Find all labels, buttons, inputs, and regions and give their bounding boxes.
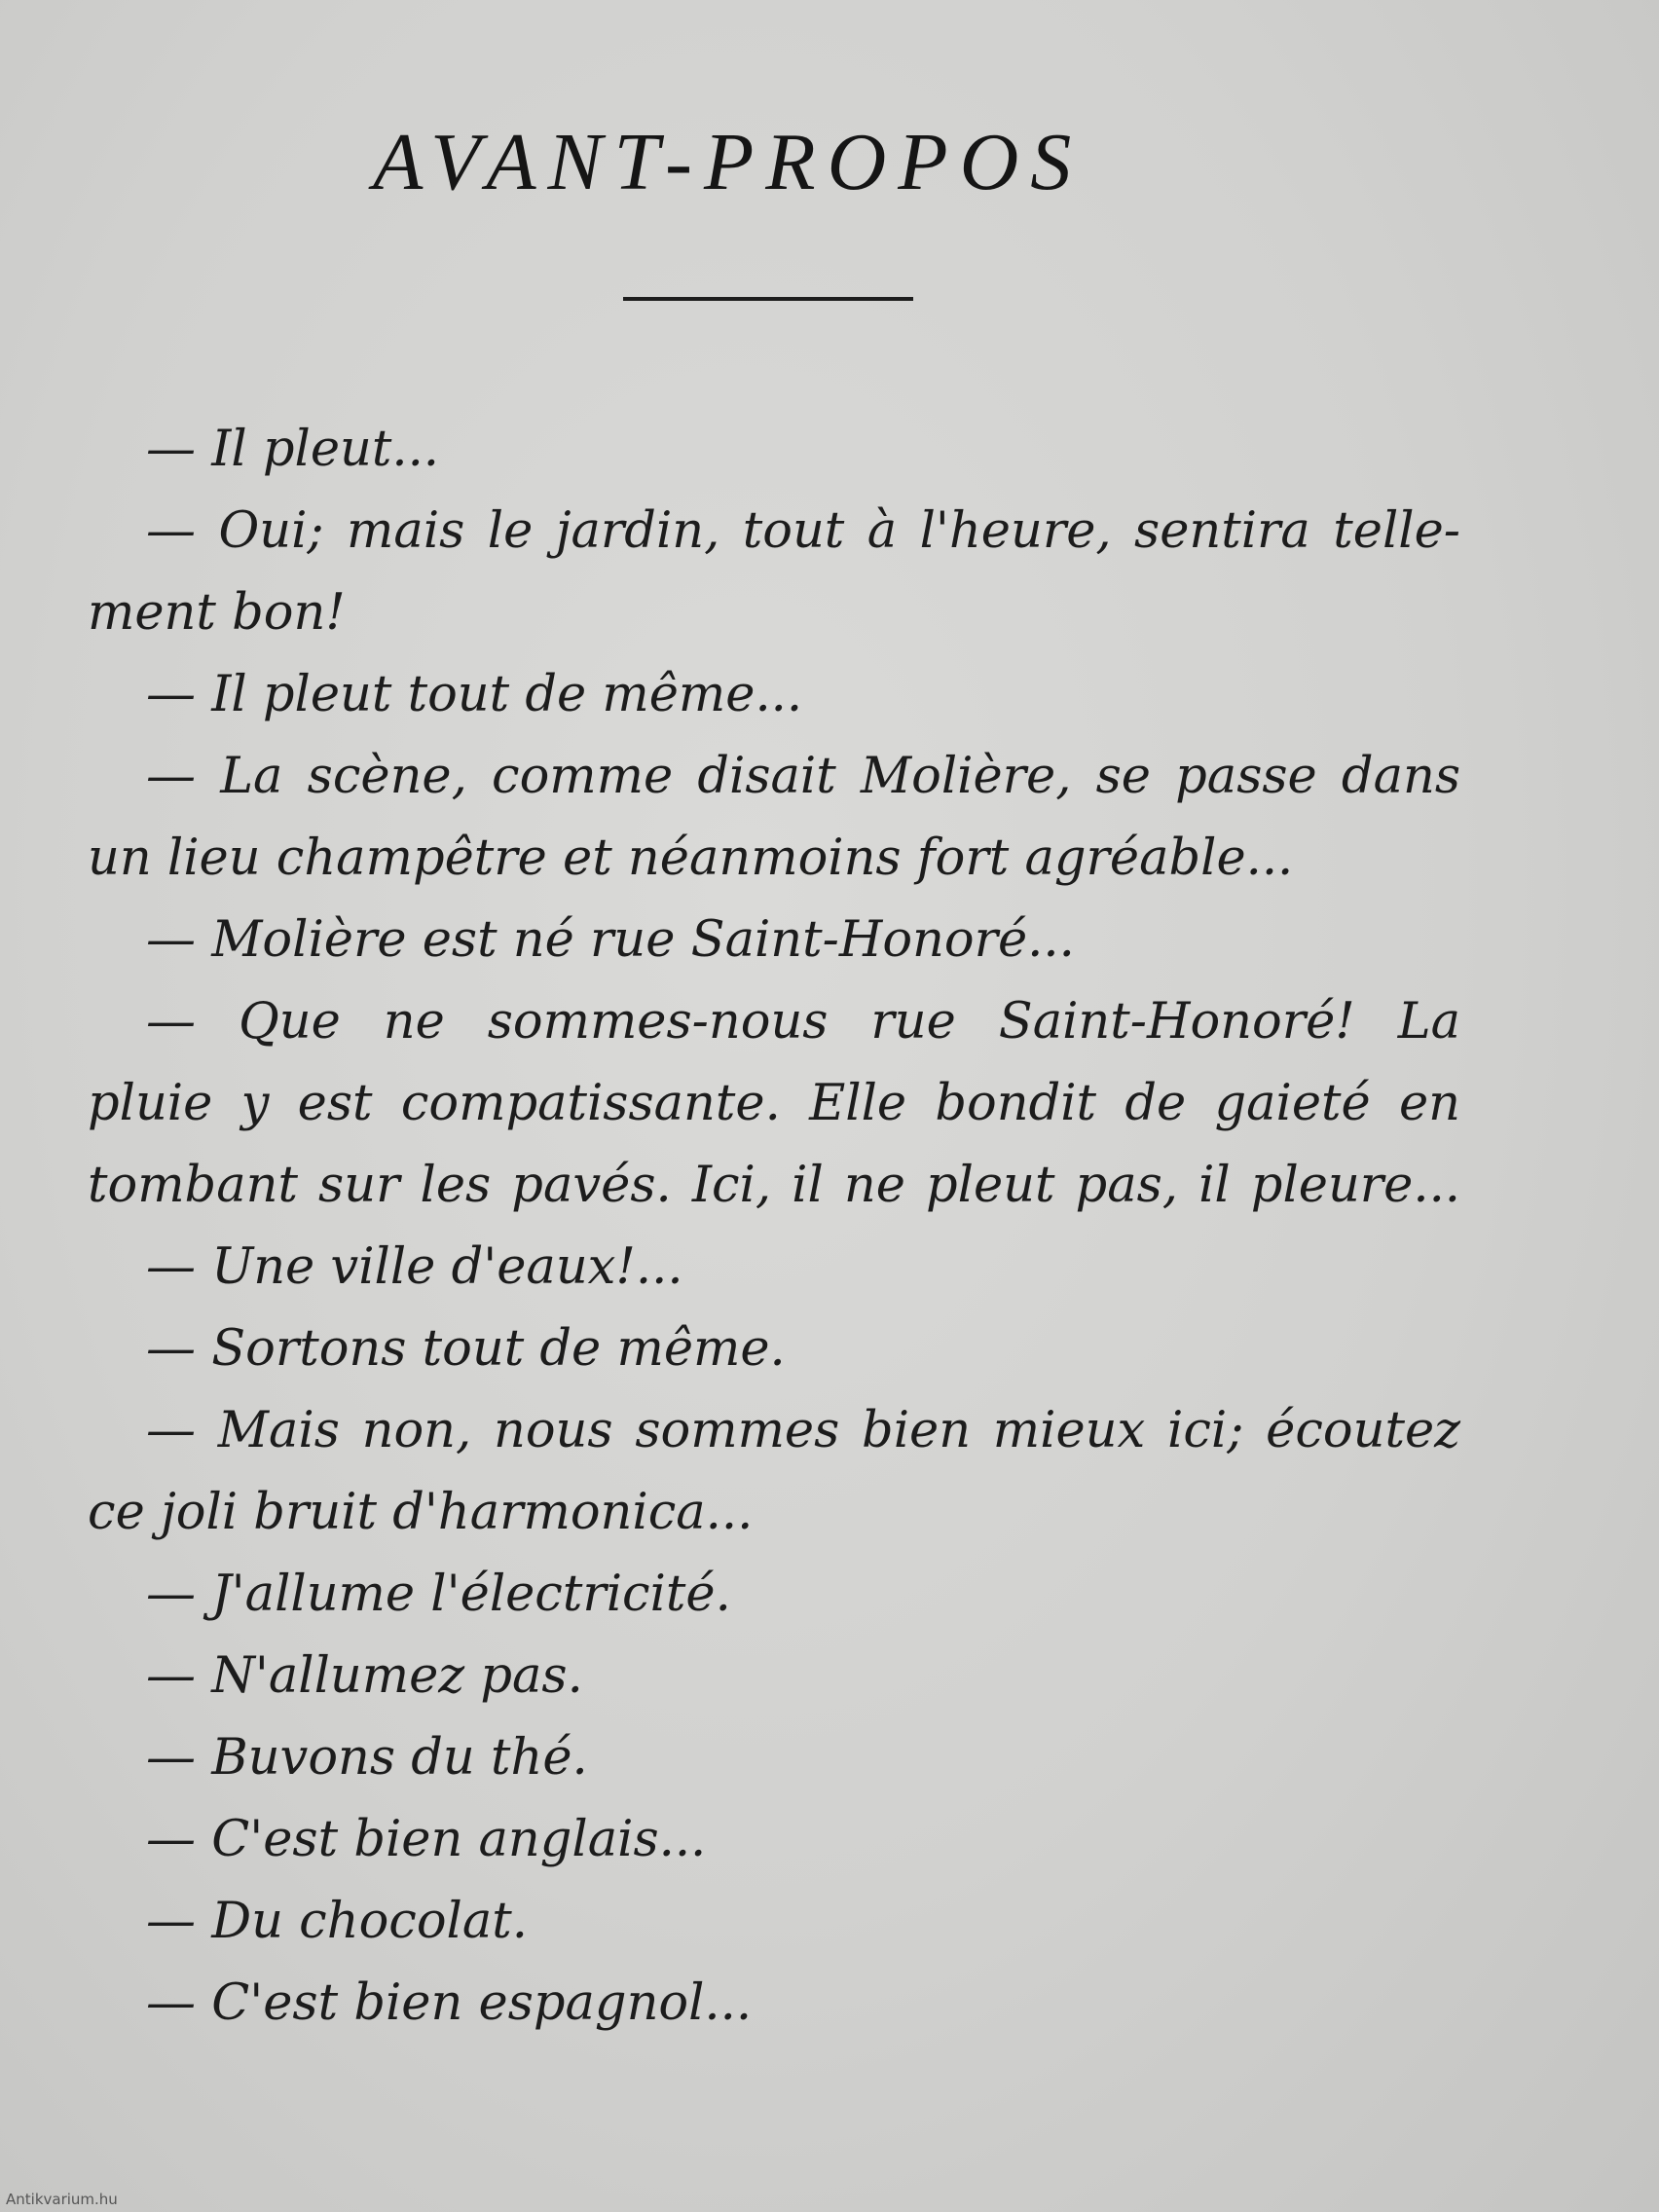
text-line: — Sortons tout de même.	[146, 1320, 786, 1378]
text-line: — C'est bien anglais...	[146, 1811, 707, 1868]
text-line: — Il pleut...	[146, 421, 439, 478]
text-line: — C'est bien espagnol...	[146, 1974, 753, 2032]
text-line: pluie y est compatissante. Elle bondit de gaieté en	[88, 1075, 1460, 1132]
watermark: Antikvarium.hu	[6, 2191, 118, 2208]
text-line: — La scène, comme disait Molière, se passe dans	[146, 748, 1460, 805]
title-rule	[623, 297, 913, 301]
text-line: ce joli bruit d'harmonica...	[88, 1484, 754, 1541]
text-line: un lieu champêtre et néanmoins fort agréable...	[88, 830, 1294, 887]
text-line: — Que ne sommes-nous rue Saint-Honoré! La	[146, 993, 1460, 1051]
text-line: — Il pleut tout de même...	[146, 666, 803, 723]
text-line: — Buvons du thé.	[146, 1729, 588, 1787]
text-line: ment bon!	[88, 584, 346, 642]
text-line: — Mais non, nous sommes bien mieux ici; écoutez	[146, 1402, 1460, 1459]
text-line: — Du chocolat.	[146, 1893, 528, 1950]
page-title: AVANT-PROPOS	[373, 117, 1084, 207]
text-line: — Molière est né rue Saint-Honoré...	[146, 911, 1075, 969]
text-line: tombant sur les pavés. Ici, il ne pleut pas, il pleure...	[88, 1157, 1460, 1214]
text-line: — Oui; mais le jardin, tout à l'heure, sentira telle-	[146, 502, 1460, 560]
text-line: — J'allume l'électricité.	[146, 1566, 731, 1623]
text-line: — N'allumez pas.	[146, 1647, 583, 1705]
text-line: — Une ville d'eaux!...	[146, 1238, 683, 1296]
